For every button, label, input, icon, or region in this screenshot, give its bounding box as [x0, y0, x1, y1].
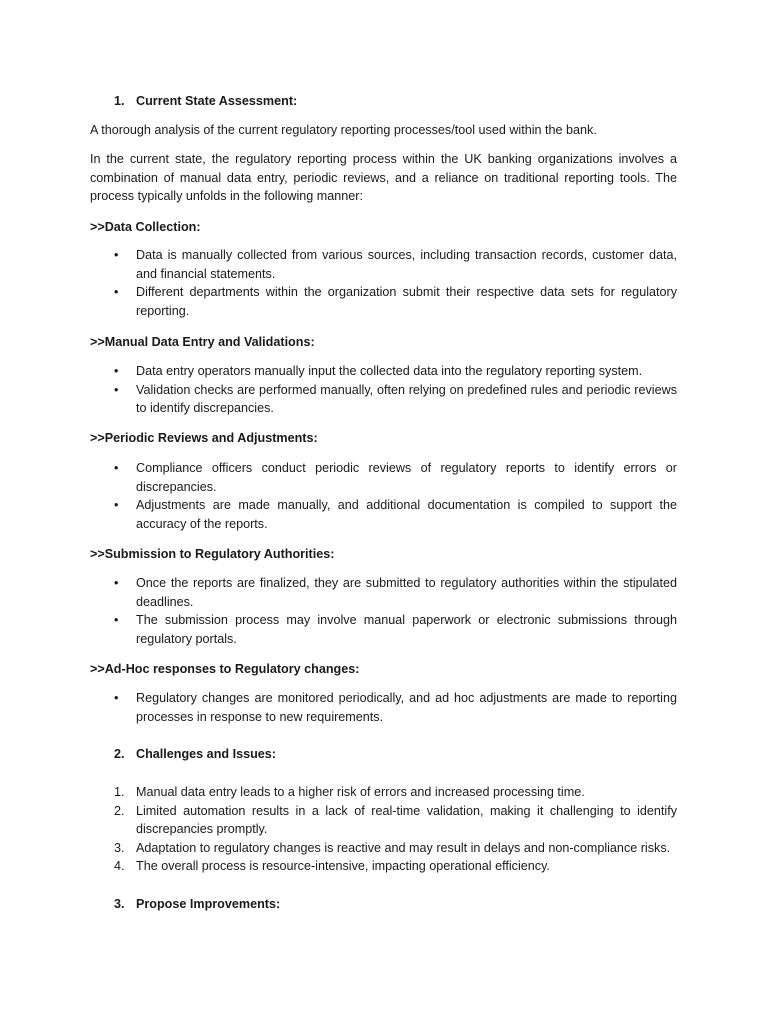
- bullet-icon: •: [114, 285, 119, 300]
- bullet-list: [90, 689, 677, 726]
- section-number: 2.: [114, 747, 125, 761]
- list-item: • Compliance officers conduct periodic reviews of regulatory reports to identify errors or discrepancies.: [114, 461, 677, 494]
- list-item: • Data entry operators manually input the collected data into the regulatory reporting system.: [90, 362, 677, 381]
- bullet-icon: •: [114, 498, 119, 513]
- bullet-list: [90, 459, 677, 533]
- section-heading-improvements: [114, 895, 280, 914]
- bullet-list: [90, 362, 677, 418]
- list-item: • Regulatory changes are monitored periodically, and ad hoc adjustments are made to reporting processes in response to new requirements.: [114, 691, 677, 724]
- subheading-manual-data-entry: >>Manual Data Entry and Validations:: [90, 335, 315, 349]
- list-item: • Different departments within the organization submit their respective data sets for regulatory reporting.: [114, 285, 677, 318]
- subheading-periodic-reviews: >>Periodic Reviews and Adjustments:: [90, 431, 318, 445]
- bullet-icon: •: [114, 576, 119, 590]
- list-item: 4. The overall process is resource-intensive, impacting operational efficiency.: [114, 859, 550, 874]
- intro-paragraph: A thorough analysis of the current regulatory reporting processes/tool used within the bank.: [90, 123, 597, 137]
- list-item: • Adjustments are made manually, and additional documentation is compiled to support the accuracy of the reports.: [114, 498, 677, 531]
- list-item: • The submission process may involve manual paperwork or electronic submissions through regulatory portals.: [114, 613, 677, 646]
- bullet-list: [90, 574, 677, 648]
- bullet-icon: •: [114, 248, 119, 262]
- bullet-icon: •: [114, 364, 119, 378]
- subheading-data-collection: >>Data Collection:: [90, 220, 201, 234]
- section-title: Challenges and Issues:: [136, 747, 276, 761]
- numbered-list: [90, 783, 677, 876]
- bullet-icon: •: [114, 461, 119, 475]
- list-item: 1. Manual data entry leads to a higher risk of errors and increased processing time.: [114, 785, 585, 799]
- list-item: 3. Adaptation to regulatory changes is reactive and may result in delays and non-compliance risks.: [114, 840, 671, 855]
- subheading-ad-hoc: >>Ad-Hoc responses to Regulatory changes:: [90, 662, 360, 676]
- section-number: 3.: [114, 897, 125, 911]
- bullet-icon: •: [114, 691, 119, 705]
- bullet-list: [90, 246, 677, 320]
- list-item: • Validation checks are performed manually, often relying on predefined rules and periodic reviews to identify discrepancies.: [114, 382, 677, 416]
- section-title: Current State Assessment:: [136, 94, 298, 108]
- bullet-icon: •: [114, 613, 119, 628]
- section-heading-challenges: [114, 745, 276, 764]
- section-heading-current-state: [114, 92, 297, 111]
- bullet-icon: •: [114, 382, 119, 397]
- list-item: 2. Limited automation results in a lack of real-time validation, making it challenging to identify discrepancies promptly.: [114, 803, 677, 837]
- section-title: Propose Improvements:: [136, 897, 281, 911]
- list-item: • Data is manually collected from various sources, including transaction records, customer data, and financial statements.: [114, 248, 677, 281]
- subheading-submission: >>Submission to Regulatory Authorities:: [90, 547, 335, 561]
- body-paragraph: In the current state, the regulatory reporting process within the UK banking organizations involves a combination of manual data entry, periodic reviews, and a reliance on traditional reporting tools. The process typically unfolds in the following manner:: [90, 152, 677, 204]
- list-item: • Once the reports are finalized, they are submitted to regulatory authorities within the stipulated deadlines.: [114, 576, 677, 609]
- section-number: 1.: [114, 94, 125, 108]
